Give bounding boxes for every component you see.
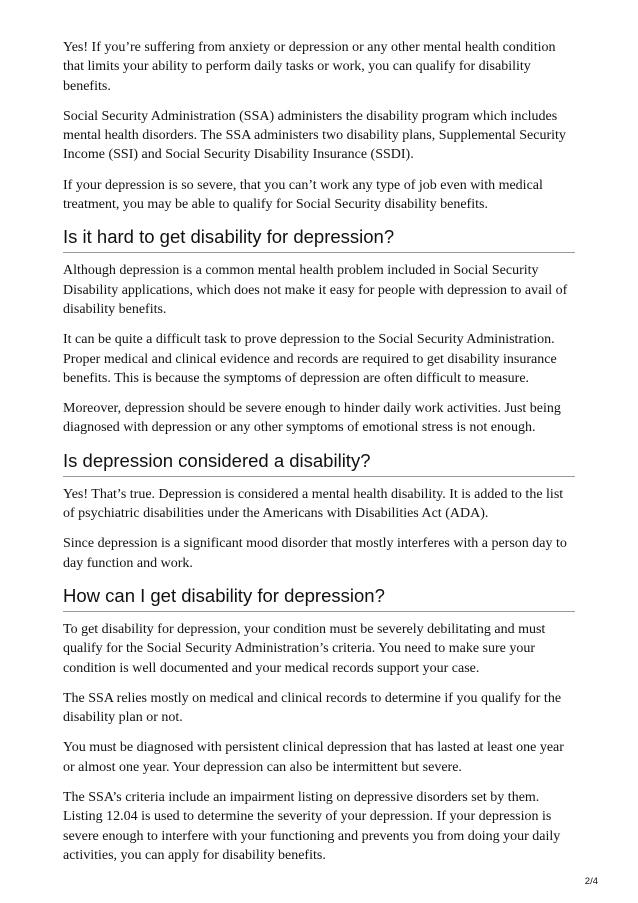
section-2-paragraph-1: Yes! That’s true. Depression is considered a mental health disability. It is added to the list of psychiatric disabilities under the Americans with Disabilities Act (ADA).	[63, 486, 564, 522]
section-heading-considered-disability: Is depression considered a disability?	[63, 449, 575, 477]
section-2-paragraph-2: Since depression is a significant mood disorder that mostly interferes with a person day to day function and work.	[63, 536, 567, 571]
section-heading-how-to-get: How can I get disability for depression?	[63, 584, 575, 612]
section-3-paragraph-3: You must be diagnosed with persistent clinical depression that has lasted at least one year or almost one year. Your depression can also be intermittent but severe.	[63, 740, 564, 775]
intro-paragraph-1: Yes! If you’re suffering from anxiety or depression or any other mental health condition that limits your ability to perform daily tasks or work, you can qualify for disability benefits.	[63, 40, 556, 94]
section-3-paragraph-2: The SSA relies mostly on medical and clinical records to determine if you qualify for the disability plan or not.	[63, 690, 562, 726]
intro-paragraph-3: If your depression is so severe, that you can’t work any type of job even with medical treatment, you may be able to qualify for Social Security disability benefits.	[63, 177, 543, 213]
intro-paragraph-2: Social Security Administration (SSA) administers the disability program which includes mental health disorders. The SSA administers two disability plans, Supplemental Security Income (SSI) and Social Security Disability Insurance (SSDI).	[63, 108, 566, 163]
section-1-paragraph-3: Moreover, depression should be severe enough to hinder daily work activities. Just being diagnosed with depression or any other symptoms of emotional stress is not enough.	[63, 401, 561, 436]
document-page	[63, 38, 575, 876]
section-1-paragraph-2: It can be quite a difficult task to prove depression to the Social Security Administration. Proper medical and clinical evidence and records are required to get disability insurance benefits. This is because the symptoms of depression are often difficult to measure.	[63, 332, 557, 386]
section-1-paragraph-1: Although depression is a common mental health problem included in Social Security Disability applications, which does not make it easy for people with depression to avail of disability benefits.	[63, 263, 568, 317]
section-3-paragraph-4: The SSA’s criteria include an impairment listing on depressive disorders set by them. Listing 12.04 is used to determine the severity of your depression. If your depression is severe enough to interfere with your functioning and prevents you from doing your daily activities, you can apply for disability benefits.	[63, 790, 561, 863]
page-number: 2/4	[584, 876, 598, 887]
section-3-paragraph-1: To get disability for depression, your condition must be severely debilitating and must qualify for the Social Security Administration’s criteria. You need to make sure your condition is well documented and your medical records support your case.	[63, 621, 546, 676]
section-heading-hard-to-get: Is it hard to get disability for depression?	[63, 225, 575, 253]
